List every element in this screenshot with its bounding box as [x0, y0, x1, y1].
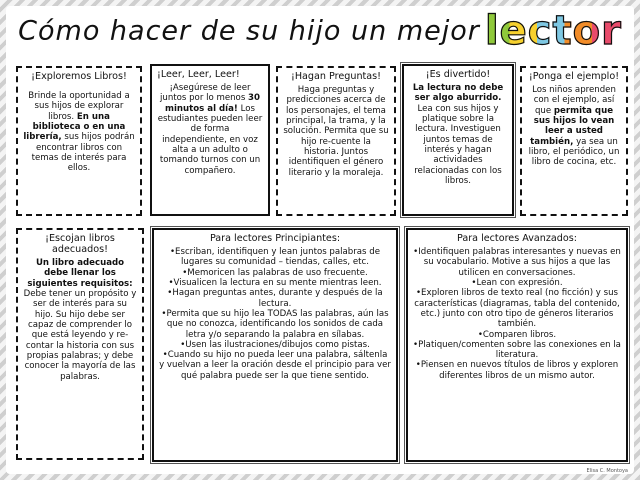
explore-books-text [23, 91, 135, 174]
choose-books-heading: ¡Escojan libros adecuados! [45, 233, 115, 256]
advanced-readers-heading: Para lectores Avanzados: [456, 233, 577, 244]
read-read-read-box [150, 64, 270, 216]
poster-title [6, 8, 634, 60]
title-accent-text: lector [484, 8, 622, 54]
its-fun-text-body: Lea con sus hijos y platique sobre la lectura. Investiguen juntos temas de interés y hagan actividades relacionadas con los libros. [414, 103, 502, 186]
its-fun-text-bold: La lectura no debe ser algo aburrido. [412, 83, 504, 104]
beginner-readers-heading: Para lectores Principiantes: [209, 233, 341, 244]
read-read-read-text-2: Los estudiantes pueden leer de forma independiente, en voz alta a un adulto o tomando turnos con un compañero. [157, 103, 263, 176]
its-fun-text [409, 83, 507, 186]
choose-books-text: Debe tener un propósito y ser de interés para su hijo. Su hijo debe ser capaz de comprender lo que está leyendo y re-contar la historia con sus propias palabras; y debe conocer la mayoría de las palabras. [23, 289, 137, 382]
choose-books-box [16, 228, 144, 460]
its-fun-heading: ¡Es divertido! [425, 69, 491, 80]
choose-books-requirements: Un libro adecuado debe llenar los siguientes requisitos: [27, 258, 133, 289]
ask-questions-heading: ¡Hagan Preguntas! [290, 71, 382, 82]
explore-books-text-bold: En una biblioteca o en una librería, [23, 111, 126, 143]
advanced-item: •Lean con expresión. [471, 277, 563, 288]
explore-books-text-2: sus hijos podrán encontrar libros con temas de interés para ellos. [31, 132, 135, 174]
beginner-item: •Visualicen la lectura en su mente mientras leen. [168, 277, 382, 288]
advanced-item: •Exploren libros de texto real (no ficción) y sus características (diagramas, tabla del contenido, etc.) junto con otro tipo de géneros literarios también. [414, 288, 620, 330]
read-read-read-heading: ¡Leer, Leer, Leer! [157, 69, 240, 80]
explore-books-heading: ¡Exploremos Libros! [31, 71, 127, 82]
advanced-item: •Identifiquen palabras interesantes y nuevas en su vocabulario. Motive a sus hijos a que las utilicen en conversaciones. [413, 247, 621, 278]
read-read-read-text [157, 83, 263, 176]
beginner-item: •Hagan preguntas antes, durante y después de la lectura. [167, 288, 383, 309]
footer-credit: Elisa C. Montoya [586, 468, 628, 474]
beginner-item: •Usen las ilustraciones/dibujos como pistas. [180, 339, 370, 350]
set-example-text-2: ya sea un libro, el periódico, un libro de cocina, etc. [528, 136, 620, 168]
explore-books-text-1: Brinde la oportunidad a sus hijos de explorar libros. [28, 91, 130, 122]
set-example-text [527, 85, 621, 168]
beginner-readers-box [152, 228, 398, 462]
advanced-item: •Comparen libros. [477, 329, 557, 340]
poster-sheet [6, 6, 634, 474]
set-example-text-1: Los niños aprenden con el ejemplo, así que [532, 85, 616, 116]
advanced-item: •Platiquen/comenten sobre las conexiones en la literatura. [413, 339, 621, 361]
set-example-box [520, 66, 628, 216]
its-fun-box [402, 64, 514, 216]
beginner-item: •Permita que su hijo lea TODAS las palabras, aún las que no conozca, identificando los sonidos de cada letra y/o separando la palabra en sílabas. [161, 308, 389, 340]
beginner-item: •Cuando su hijo no pueda leer una palabra, sáltenla y vuelvan a leer la oración desde el principio para ver qué palabra puede ser la que tiene sentido. [159, 350, 391, 381]
title-main-text: Cómo hacer de su hijo un mejor [18, 15, 480, 47]
ask-questions-box [276, 66, 396, 216]
beginner-item: •Escriban, identifiquen y lean juntos palabras de lugares su comunidad – tiendas, calles, etc. [169, 247, 380, 268]
beginner-item: •Memoricen las palabras de uso frecuente. [182, 267, 368, 278]
set-example-text-bold: permita que sus hijos lo vean leer a usted también, [530, 105, 615, 147]
explore-books-box [16, 66, 142, 216]
ask-questions-text: Haga preguntas y predicciones acerca de los personajes, el tema principal, la trama, y la solución. Permita que su hijo re-cuente la historia. Juntos identifiquen el género literario y la moraleja. [283, 85, 389, 178]
read-read-read-text-1: ¡Asegúrese de leer juntos por lo menos [159, 83, 251, 104]
advanced-item: •Piensen en nuevos títulos de libros y exploren diferentes libros de un mismo autor. [415, 360, 619, 381]
read-read-read-text-bold: 30 minutos al día! [165, 93, 260, 114]
advanced-readers-box [406, 228, 628, 462]
set-example-heading: ¡Ponga el ejemplo! [528, 71, 620, 82]
